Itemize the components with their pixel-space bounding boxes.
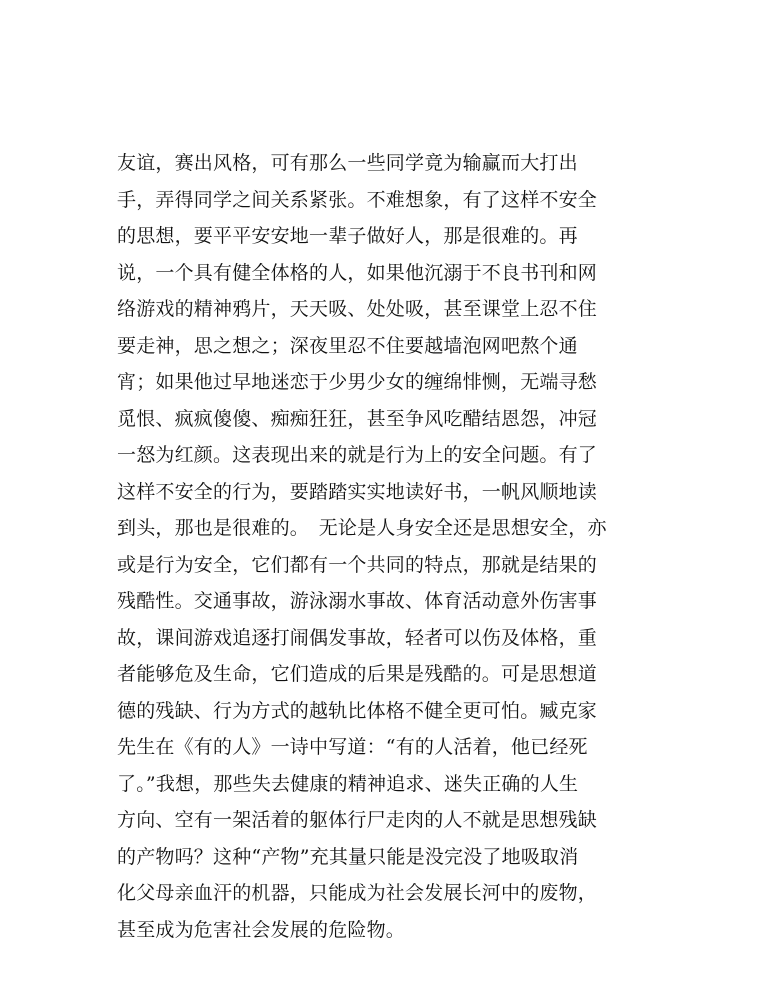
- text-line: 的思想，要平平安安地一辈子做好人，那是很难的。再: [117, 225, 578, 247]
- text-line: 手，弄得同学之间关系紧张。不难想象，有了这样不安全: [117, 188, 598, 211]
- text-line: 说，一个具有健全体格的人，如果他沉溺于不良书刊和网: [117, 261, 598, 284]
- text-line: 残酷性。交通事故，游泳溺水事故、体育活动意外伤害事: [117, 590, 598, 612]
- text-line: 者能够危及生命，它们造成的后果是残酷的。可是思想道: [117, 663, 598, 685]
- text-line: 的产物吗？这种“产物”充其量只能是没完没了地吸取消: [117, 845, 579, 868]
- text-line: 化父母亲血汗的机器，只能成为社会发展长河中的废物，: [117, 882, 598, 904]
- text-line: 要走神，思之想之；深夜里忍不住要越墙泡网吧熬个通: [117, 334, 578, 357]
- text-line: 一怒为红颜。这表现出来的就是行为上的安全问题。有了: [117, 444, 598, 466]
- text-line: 故，课间游戏追逐打闹偶发事故，轻者可以伤及体格，重: [117, 626, 598, 649]
- text-line: 络游戏的精神鸦片，天天吸、处处吸，甚至课堂上忍不住: [117, 298, 598, 320]
- text-line: 友谊，赛出风格，可有那么一些同学竟为输赢而大打出: [117, 152, 578, 174]
- text-line: 了。”我想，那些失去健康的精神追求、迷失正确的人生: [117, 772, 579, 795]
- text-line: 或是行为安全，它们都有一个共同的特点，那就是结果的: [117, 553, 598, 576]
- text-line: 觅恨、疯疯傻傻、痴痴狂狂，甚至争风吃醋结恩怨，冲冠: [117, 407, 598, 430]
- body-text: [117, 145, 677, 948]
- text-line: 德的残缺、行为方式的越轨比体格不健全更可怕。臧克家: [117, 699, 598, 722]
- text-line: 宵；如果他过早地迷恋于少男少女的缠绵悱恻，无端寻愁: [117, 371, 598, 393]
- text-line: 先生在《有的人》一诗中写道：“有的人活着，他已经死: [117, 736, 588, 758]
- text-line: 甚至成为危害社会发展的危险物。: [117, 918, 406, 941]
- text-line: 到头，那也是很难的。 无论是人身安全还是思想安全，亦: [117, 517, 607, 539]
- text-line: 方向、空有一架活着的躯体行尸走肉的人不就是思想残缺: [117, 809, 598, 831]
- text-line: 这样不安全的行为，要踏踏实实地读好书，一帆风顺地读: [117, 480, 598, 503]
